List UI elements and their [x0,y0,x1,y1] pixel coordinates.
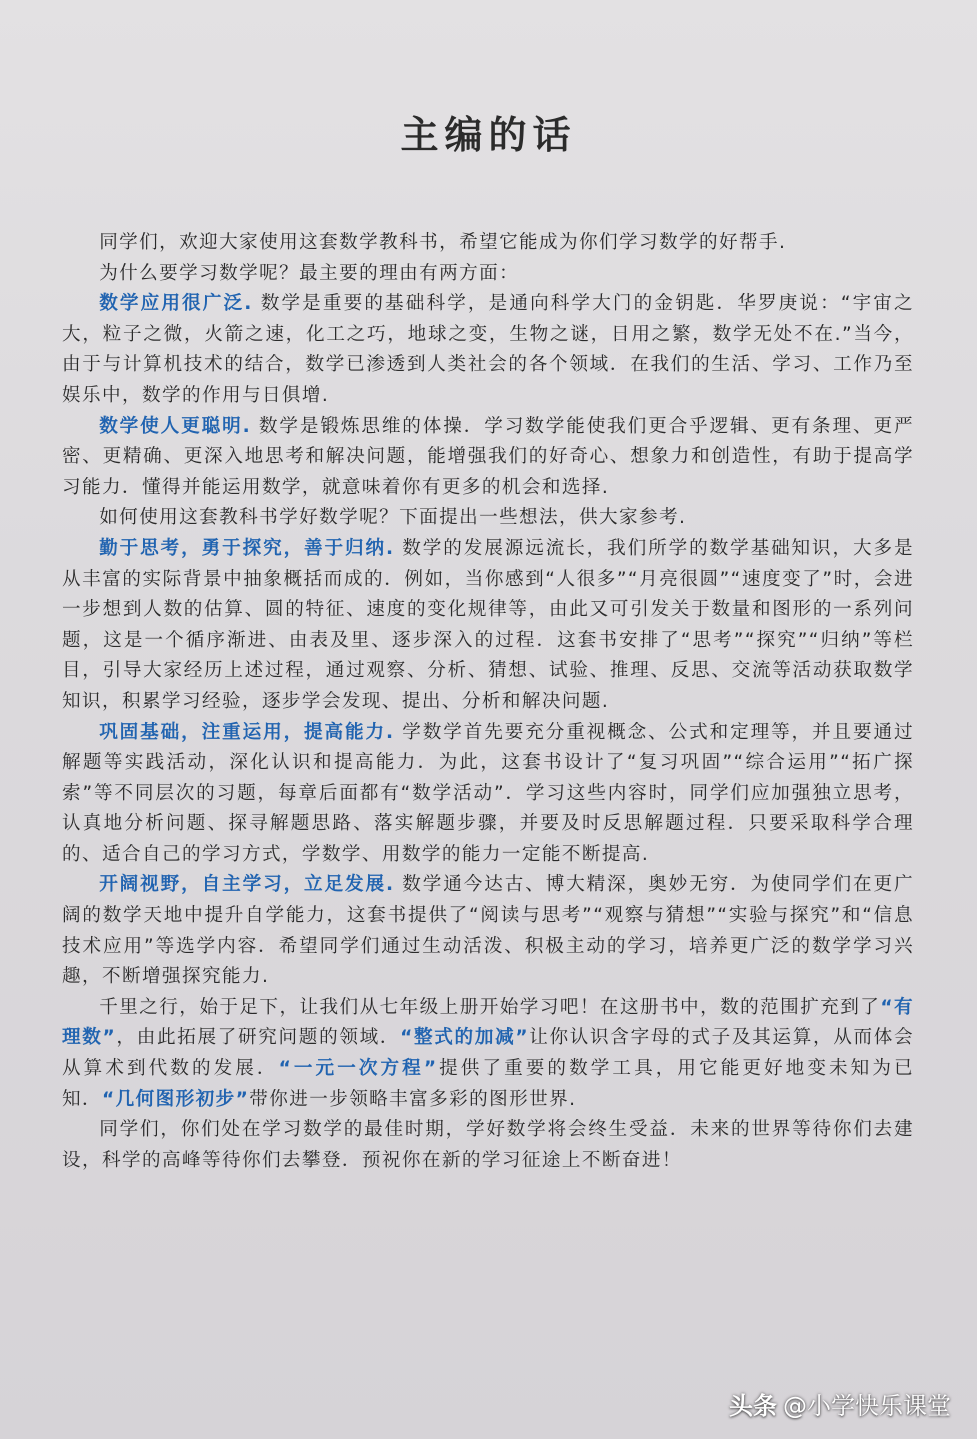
paragraph-heading: 开阔视野，自主学习，立足发展. [99,874,395,896]
paragraph-heading: 勤于思考，勇于探究，善于归纳. [99,537,395,559]
paragraph-text: 学数学首先要充分重视概念、公式和定理等，并且要通过解题等实践活动，深化认识和提高能力．为此，这套书设计了“复习巩固”“综合运用”“拓广探索”等不同层次的习题，每章后面都有“数学活动”．学习这些内容时，同学们应加强独立思考，认真地分析问题、探寻解题思路、落实解题步骤，并要及时反思解题过程．只要采取科学合理的、适合自己的学习方式，学数学、用数学的能力一定能不断提高. [62,721,914,865]
chapter-linear-equations: “一元一次方程” [278,1058,438,1080]
paragraph-text: 如何使用这套教科书学好数学呢？下面提出一些想法，供大家参考. [99,507,687,529]
paragraph-closing [62,1115,914,1176]
paragraph-heading: 数学使人更聪明. [99,415,252,437]
watermark-brand: 头条 [729,1392,777,1420]
paragraph-text: 同学们，欢迎大家使用这套数学教科书，希望它能成为你们学习数学的好帮手. [99,232,787,253]
paragraph-text: 数学的发展源远流长，我们所学的数学基础知识，大多是从丰富的实际背景中抽象概括而成的．例如，当你感到“人很多”“月亮很圆”“速度变了”时，会进一步想到人数的估算、圆的特征、速度的变化规律等，由此又可引发关于数量和图形的一系列问题，这是一个循序渐进、由表及里、逐步深入的过程．这套书安排了“思考”“探究”“归纳”等栏目，引导大家经历上述过程，通过观察、分析、猜想、试验、推理、反思、交流等活动获取数学知识，积累学习经验，逐步学会发现、提出、分析和解决问题. [62,537,914,712]
chapter-rational-numbers: “有理数” [62,996,914,1049]
paragraph-text: 数学是重要的基础科学，是通向科学大门的金钥匙．华罗庚说：“宇宙之大，粒子之微，火箭之速，化工之巧，地球之变，生物之谜，日用之繁，数学无处不在.”当今，由于与计算机技术的结合，数学已渗透到人类社会的各个领域．在我们的生活、学习、工作乃至娱乐中，数学的作用与日俱增. [62,293,915,406]
watermark-account: @小学快乐课堂 [783,1392,951,1420]
paragraph-why [62,259,914,290]
paragraph-basics [62,718,914,871]
paragraph-chapters [62,993,914,1115]
paragraph-heading: 数学应用很广泛. [99,293,253,315]
paragraph-text: 提供了重要的数学工具，用它能更好地变未知为已知． [62,1058,914,1110]
watermark [729,1386,951,1421]
paragraph-text: 让你认识含字母的式子及其运算，从而体会从算术到代数的发展． [62,1027,915,1080]
paragraph-text: 千里之行，始于足下，让我们从七年级上册开始学习吧！在这册书中，数的范围扩充到了 [99,996,881,1018]
paragraph-heading: 巩固基础，注重运用，提高能力. [99,721,395,743]
paragraph-think [62,534,914,718]
page-title: 主编的话 [400,112,577,157]
paragraph-how [62,503,914,534]
paragraph-text: 数学通今达古、博大精深，奥妙无穷．为使同学们在更广阔的数学天地中提升自学能力，这套书提供了“阅读与思考”“观察与猜想”“实验与探究”和“信息技术应用”等选学内容．希望同学们通过生动活泼、积极主动的学习，培养更广泛的数学学习兴趣，不断增强探究能力. [62,874,914,988]
paragraph-application [62,289,914,411]
paragraph-greeting [62,228,914,259]
paragraph-text: 数学是锻炼思维的体操．学习数学能使我们更合乎逻辑、更有条理、更严密、更精确、更深入地思考和解决问题，能增强我们的好奇心、想象力和创造性，有助于提高学习能力．懂得并能运用数学，就意味着你有更多的机会和选择. [62,415,915,498]
paragraph-smarter [62,412,914,504]
paragraph-text: 带你进一步领略丰富多彩的图形世界. [249,1088,577,1110]
paragraph-text: ，由此拓展了研究问题的领域． [116,1027,401,1049]
paragraph-horizon [62,870,914,992]
paragraph-text: 为什么要学习数学呢？最主要的理由有两方面： [99,262,520,284]
chapter-geometry: “几何图形初步” [102,1088,250,1110]
body-text [62,228,914,1176]
paragraph-text: 同学们，你们处在学习数学的最佳时期，学好数学将会终生受益．未来的世界等待你们去建设，科学的高峰等待你们去攀登．预祝你在新的学习征途上不断奋进！ [62,1119,914,1171]
chapter-polynomials: “整式的加减” [400,1027,529,1049]
